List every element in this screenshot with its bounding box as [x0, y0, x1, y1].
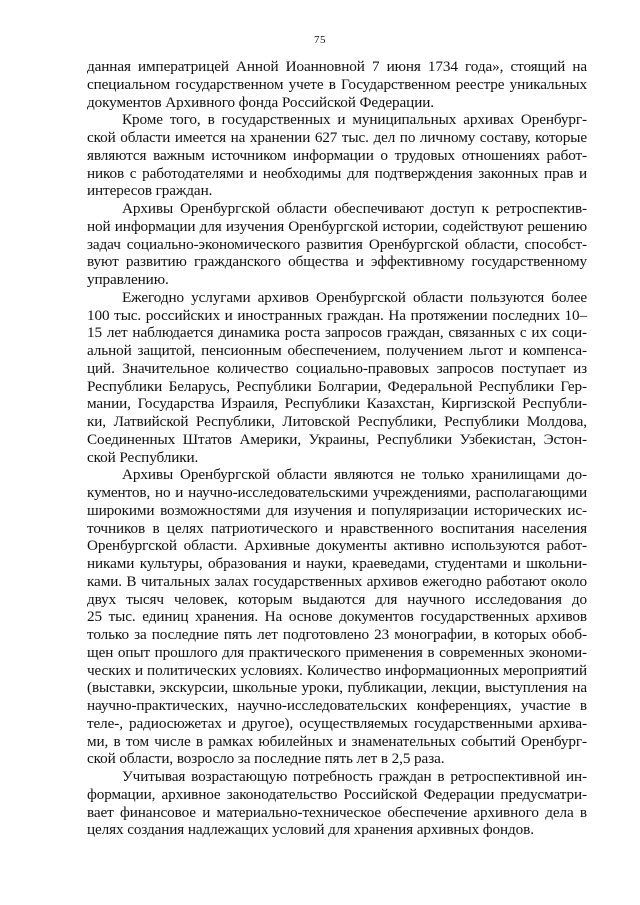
- text-line: ной информации для изучения Оренбургской истории, содействуют решению: [87, 217, 587, 235]
- text-line: данная императрицей Анной Иоанновной 7 июня 1734 года», стоящий на: [87, 58, 587, 75]
- text-line: щен опыт прошлого для практического применения в современных экономи-: [87, 643, 587, 661]
- paragraph: [87, 768, 587, 839]
- text-line: 15 лет наблюдается динамика роста запросов граждан, связанных с их соци-: [87, 324, 587, 342]
- text-line: Соединенных Штатов Америки, Украины, Республики Узбекистан, Эстон-: [87, 430, 587, 448]
- text-line: Архивы Оренбургской области обеспечивают доступ к ретроспектив-: [122, 200, 587, 217]
- text-line: Республики Беларусь, Республики Болгарии, Федеральной Республики Гер-: [87, 377, 587, 395]
- text-line: ций. Значительное количество социально-правовых запросов поступает из: [87, 359, 587, 377]
- text-line: теле-, радиосюжетах и другое), осуществляемых государственными архива-: [87, 714, 587, 732]
- text-line: Оренбургской области. Архивные документы активно используются работ-: [87, 537, 587, 555]
- text-line: Ежегодно услугами архивов Оренбургской области пользуются более: [122, 288, 587, 306]
- text-line: (выставки, экскурсии, школьные уроки, публикации, лекции, выступления на: [87, 679, 587, 697]
- text-line: Учитывая возрастающую потребность граждан в ретроспективной ин-: [122, 768, 587, 785]
- text-line: широкими возможностями для изучения и популяризации исторических ис-: [87, 501, 587, 519]
- page-number: 75: [314, 34, 326, 46]
- text-line: двух тысяч человек, которым выдаются для научного исследования до: [87, 590, 587, 608]
- text-line: только за последние пять лет подготовлено 23 монографии, в которых обоб-: [87, 626, 587, 643]
- text-line: задач социально-экономического развития Оренбургской области, способст-: [87, 235, 587, 253]
- paragraph: [87, 111, 587, 200]
- text-line: альной защитой, пенсионным обеспечением, получением льгот и компенса-: [87, 342, 587, 359]
- text-line: специальном государственном учете в Государственном реестре уникальных: [87, 75, 587, 93]
- text-line: 25 тыс. единиц хранения. На основе документов государственных архивов: [87, 608, 587, 626]
- text-line: никами культуры, образования и науки, краеведами, студентами и школьни-: [87, 555, 587, 572]
- text-line: точников в целях патриотического и нравственного воспитания населения: [87, 519, 587, 537]
- text-line: управлению.: [87, 271, 169, 288]
- text-line: ми, в том числе в рамках юбилейных и знаменательных событий Оренбург-: [87, 732, 587, 750]
- text-line: научно-практических, научно-исследовательских конференциях, участие в: [87, 697, 587, 714]
- paragraph: [87, 200, 587, 289]
- text-line: Кроме того, в государственных и муниципальных архивах Оренбург-: [122, 111, 587, 129]
- text-line: Архивы Оренбургской области являются не только хранилищами до-: [122, 466, 587, 484]
- text-line: целях создания надлежащих условий для хранения архивных фондов.: [87, 821, 534, 839]
- paragraph: [87, 466, 587, 768]
- text-line: интересов граждан.: [87, 182, 213, 200]
- text-line: ки, Латвийской Республики, Литовской Республики, Республики Молдова,: [87, 413, 587, 430]
- text-line: вуют развитию гражданского общества и эффективному государственному: [87, 253, 587, 271]
- paragraph: [87, 58, 587, 111]
- text-line: кументов, но и научно-исследовательскими учреждениями, располагающими: [87, 484, 587, 501]
- text-line: ками. В читальных залах государственных архивов ежегодно работают около: [87, 572, 587, 590]
- text-line: вает финансовое и материально-техническое обеспечение архивного дела в: [87, 803, 587, 821]
- text-line: ской области имеется на хранении 627 тыс. дел по личному составу, которые: [87, 129, 587, 146]
- paragraph: [87, 289, 587, 467]
- text-line: являются важным источником информации о трудовых отношениях работ-: [87, 146, 587, 164]
- text-line: 100 тыс. российских и иностранных граждан. На протяжении последних 10–: [87, 306, 587, 324]
- text-line: ской Республики.: [87, 448, 199, 466]
- text-line: ческих и политических условиях. Количество информационных мероприятий: [87, 661, 587, 679]
- text-line: ников с работодателями и необходимы для подтверждения законных прав и: [87, 164, 587, 182]
- text-line: формации, архивное законодательство Российской Федерации предусматри-: [87, 785, 587, 803]
- text-line: мании, Государства Израиля, Республики Казахстан, Киргизской Республи-: [87, 395, 587, 413]
- text-line: ской области, возросло за последние пять лет в 2,5 раза.: [87, 750, 445, 768]
- text-line: документов Архивного фонда Российской Федерации.: [87, 93, 434, 111]
- document-body: [87, 58, 587, 839]
